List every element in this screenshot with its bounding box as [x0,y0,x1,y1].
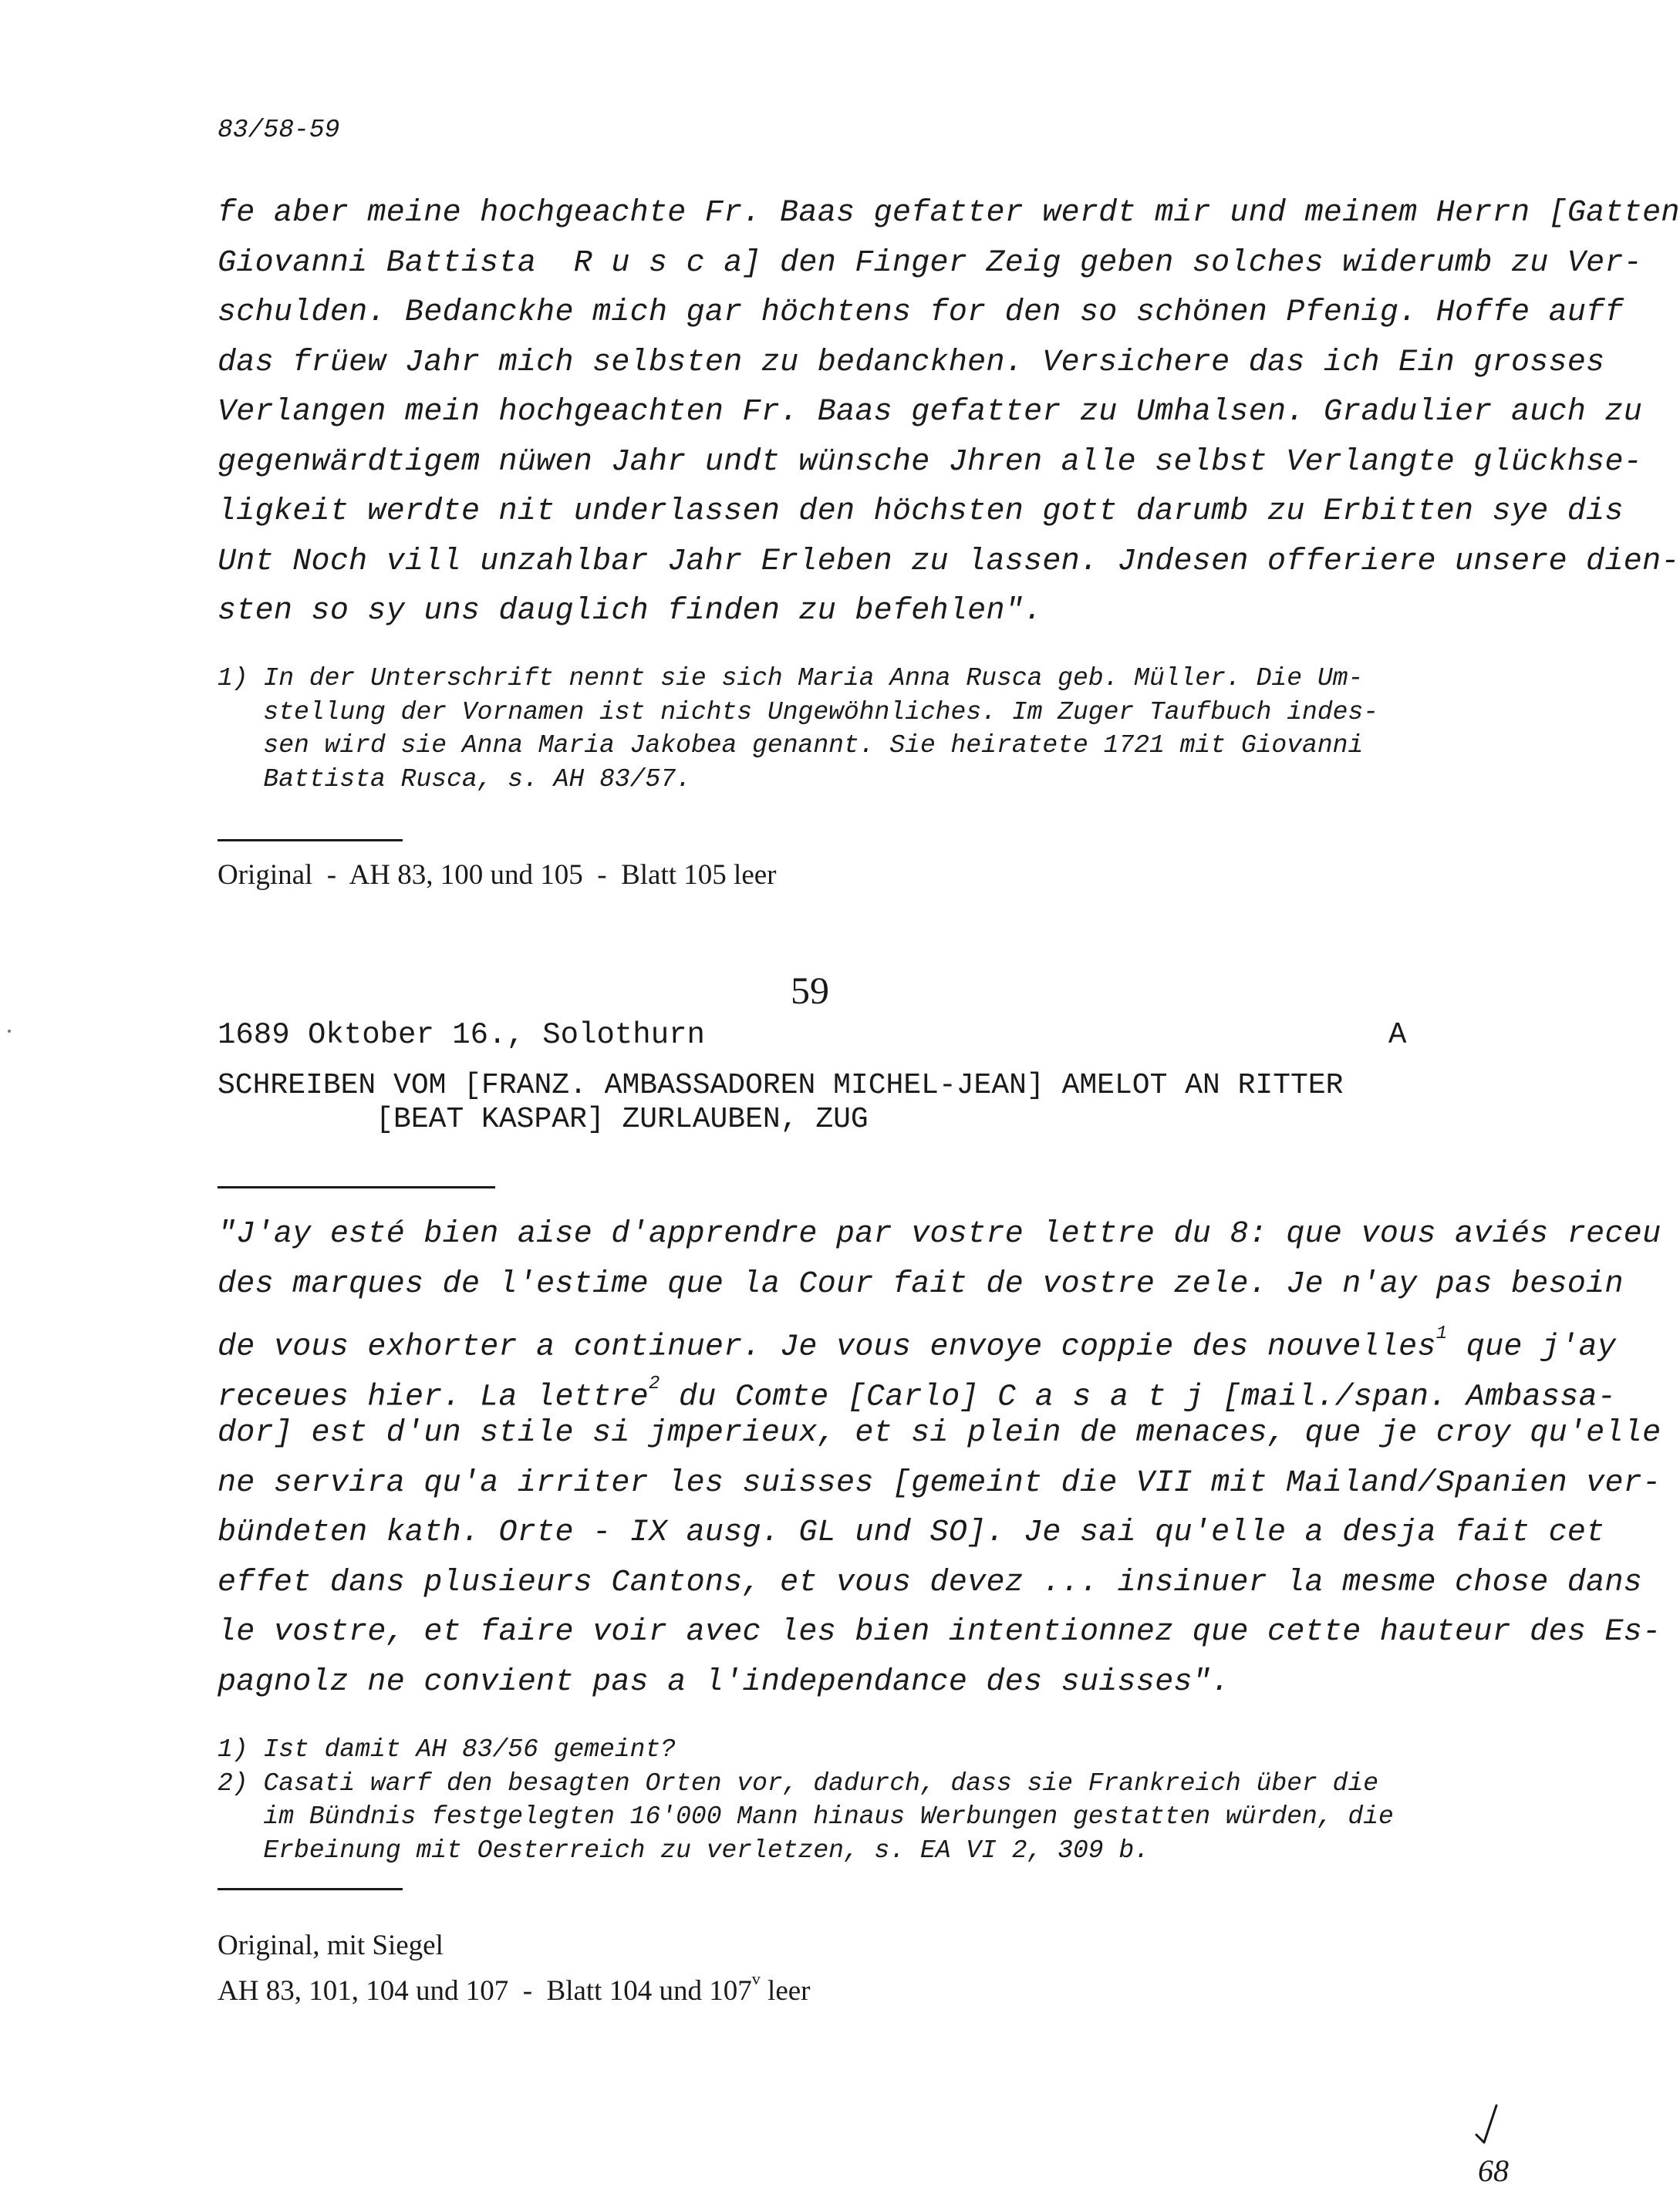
original-line: Original - AH 83, 100 und 105 - Blatt 105 leer [218,859,777,891]
text-span: receues hier. La lettre [218,1380,649,1415]
divider [218,1186,495,1188]
doc59-text [218,1210,1661,1708]
text-line: effet dans plusieurs Cantons, et vous devez ... insinuer la mesme chose dans [218,1565,1643,1600]
page-reference: 83/58-59 [218,116,340,144]
text-line: gegenwärdtigem nüwen Jahr undt wünsche Jhren alle selbst Verlangte glückhse- [218,444,1643,480]
footnote-line: 1) In der Unterschrift nennt sie sich Maria Anna Rusca geb. Müller. Die Um- [218,664,1364,693]
title-line: SCHREIBEN VOM [FRANZ. AMBASSADOREN MICHEL-JEAN] AMELOT AN RITTER [218,1069,1344,1102]
page-number: 68 [1478,2153,1509,2188]
footnote-ref-1: 1 [1435,1323,1448,1344]
text-line: schulden. Bedanckhe mich gar höchtens for den so schönen Pfenig. Hoffe auff [218,295,1624,330]
check-mark-icon [1466,2098,1527,2159]
document-title [218,1069,1343,1137]
text-span: de vous exhorter a continuer. Je vous envoye coppie des nouvelles [218,1330,1436,1365]
text-line: ne servira qu'a irriter les suisses [gemeint die VII mit Mailand/Spanien ver- [218,1465,1661,1501]
footnote-line: im Bündnis festgelegten 16'000 Mann hinaus Werbungen gestatten würden, die [218,1802,1394,1831]
text-line: "J'ay esté bien aise d'apprendre par vostre lettre du 8: que vous aviés receu [218,1217,1661,1252]
original-line: Original, mit Siegel [218,1930,444,1961]
footnote-ref-2: 2 [649,1373,660,1394]
divider [218,839,403,841]
text-line [218,1360,1661,1415]
text-line: bündeten kath. Orte - IX ausg. GL und SO]. Je sai qu'elle a desja fait cet [218,1515,1605,1550]
text-span: leer [760,1974,811,2007]
text-span: AH 83, 101, 104 und 107 - Blatt 104 und 107 [218,1974,752,2007]
footnote-line: Erbeinung mit Oesterreich zu verletzen, s. EA VI 2, 309 b. [218,1836,1149,1865]
footnote-line: 2) Casati warf den besagten Orten vor, dadurch, dass sie Frankreich über die [218,1768,1379,1798]
footnote-line: sen wird sie Anna Maria Jakobea genannt. Sie heiratete 1721 mit Giovanni [218,731,1364,760]
text-line: Verlangen mein hochgeachten Fr. Baas gefatter zu Umhalsen. Gradulier auch zu [218,395,1643,430]
text-span: du Comte [Carlo] C a s a t j [mail./span. Ambassa- [660,1380,1617,1415]
verso-mark: v [751,1969,761,1988]
original-line [218,1962,811,2007]
scan-mark [8,1030,11,1033]
doc59-footnotes [218,1733,1394,1867]
doc58-footnotes [218,662,1378,796]
divider [218,1888,403,1890]
footnote-line: 1) Ist damit AH 83/56 gemeint? [218,1735,676,1764]
date-place: 1689 Oktober 16., Solothurn [218,1018,705,1052]
text-line: Unt Noch vill unzahlbar Jahr Erleben zu lassen. Jndesen offeriere unsere dien- [218,544,1680,579]
document-number: 59 [791,969,829,1012]
text-line: pagnolz ne convient pas a l'independance des suisses". [218,1664,1230,1700]
text-span: que j'ay [1447,1330,1617,1365]
text-line: le vostre, et faire voir avec les bien intentionnez que cette hauteur des Es- [218,1615,1661,1650]
source-letter: A [1388,1018,1407,1052]
footnote-line: stellung der Vornamen ist nichts Ungewöhnliches. Im Zuger Taufbuch indes- [218,697,1379,727]
text-line: sten so sy uns dauglich finden zu befehlen". [218,594,1043,629]
text-line: Giovanni Battista R u s c a] den Finger Zeig geben solches widerumb zu Ver- [218,245,1643,281]
doc58-text [218,189,1680,637]
text-line: ligkeit werdte nit underlassen den höchsten gott darumb zu Erbitten sye dis [218,494,1624,529]
text-line: des marques de l'estime que la Cour fait de vostre zele. Je n'ay pas besoin [218,1266,1624,1302]
text-line [218,1310,1661,1365]
doc58-original-source [218,858,776,892]
doc59-original-source [218,1929,811,2007]
title-line: [BEAT KASPAR] ZURLAUBEN, ZUG [218,1103,869,1136]
text-line: das früew Jahr mich selbsten zu bedanckhen. Versichere das ich Ein grosses [218,345,1605,380]
handwritten-page-number [1466,2098,1527,2186]
text-line: dor] est d'un stile si jmperieux, et si plein de menaces, que je croy qu'elle [218,1416,1661,1451]
footnote-line: Battista Rusca, s. AH 83/57. [218,764,691,794]
text-line: fe aber meine hochgeachte Fr. Baas gefatter werdt mir und meinem Herrn [Gatten [218,196,1680,231]
